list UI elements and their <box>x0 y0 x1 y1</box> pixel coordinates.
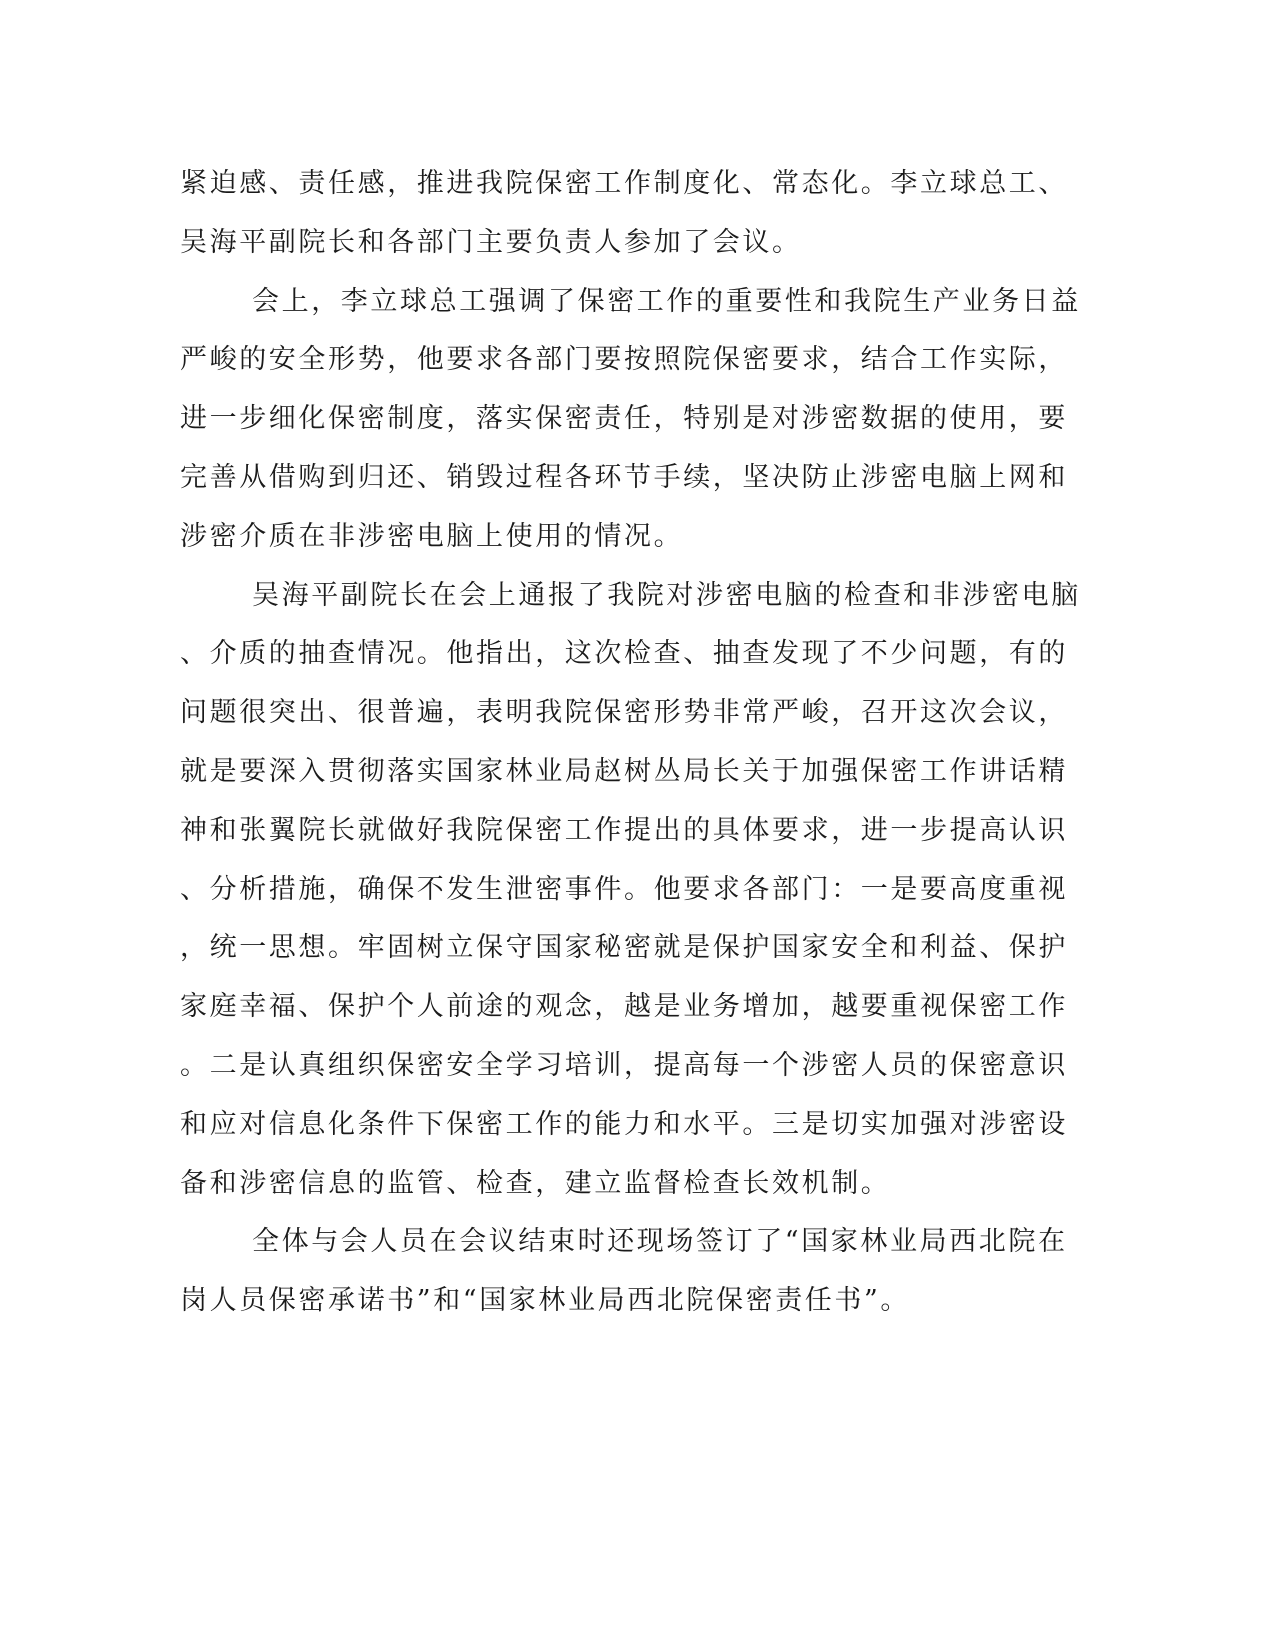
paragraph-2-line-1: 会上，李立球总工强调了保密工作的重要性和我院生产业务日益 <box>252 285 1081 317</box>
paragraph-3-line-9: 。二是认真组织保密安全学习培训，提高每一个涉密人员的保密意识 <box>180 1049 1068 1081</box>
paragraph-2-line-4: 完善从借购到归还、销毁过程各环节手续，坚决防止涉密电脑上网和 <box>180 461 1068 493</box>
paragraph-3-line-1: 吴海平副院长在会上通报了我院对涉密电脑的检查和非涉密电脑 <box>252 579 1081 611</box>
paragraph-4-line-1: 全体与会人员在会议结束时还现场签订了“国家林业局西北院在 <box>252 1226 1068 1258</box>
paragraph-2-line-5: 涉密介质在非涉密电脑上使用的情况。 <box>180 520 684 552</box>
paragraph-3-line-6: 、分析措施，确保不发生泄密事件。他要求各部门：一是要高度重视 <box>180 873 1068 905</box>
paragraph-3-line-3: 问题很突出、很普遍，表明我院保密形势非常严峻，召开这次会议， <box>180 697 1068 729</box>
document-body <box>180 155 1081 1331</box>
paragraph-3-line-10: 和应对信息化条件下保密工作的能力和水平。三是切实加强对涉密设 <box>180 1108 1068 1140</box>
paragraph-2-line-3: 进一步细化保密制度，落实保密责任，特别是对涉密数据的使用，要 <box>180 403 1068 435</box>
paragraph-1-line-1: 紧迫感、责任感，推进我院保密工作制度化、常态化。李立球总工、 <box>180 168 1068 199</box>
paragraph-4-line-2: 岗人员保密承诺书”和“国家林业局西北院保密责任书”。 <box>180 1285 911 1317</box>
paragraph-3-line-7: ，统一思想。牢固树立保守国家秘密就是保护国家安全和利益、保护 <box>180 932 1068 964</box>
paragraph-3-line-11: 备和涉密信息的监管、检查，建立监督检查长效机制。 <box>180 1167 891 1199</box>
paragraph-3-line-2: 、介质的抽查情况。他指出，这次检查、抽查发现了不少问题，有的 <box>180 638 1068 670</box>
paragraph-1-line-2: 吴海平副院长和各部门主要负责人参加了会议。 <box>180 226 802 258</box>
paragraph-2-line-2: 严峻的安全形势，他要求各部门要按照院保密要求，结合工作实际， <box>180 344 1068 376</box>
paragraph-3-line-8: 家庭幸福、保护个人前途的观念，越是业务增加，越要重视保密工作 <box>180 991 1068 1023</box>
paragraph-3-line-4: 就是要深入贯彻落实国家林业局赵树丛局长关于加强保密工作讲话精 <box>180 755 1068 787</box>
paragraph-3-line-5: 神和张翼院长就做好我院保密工作提出的具体要求，进一步提高认识 <box>180 814 1068 846</box>
